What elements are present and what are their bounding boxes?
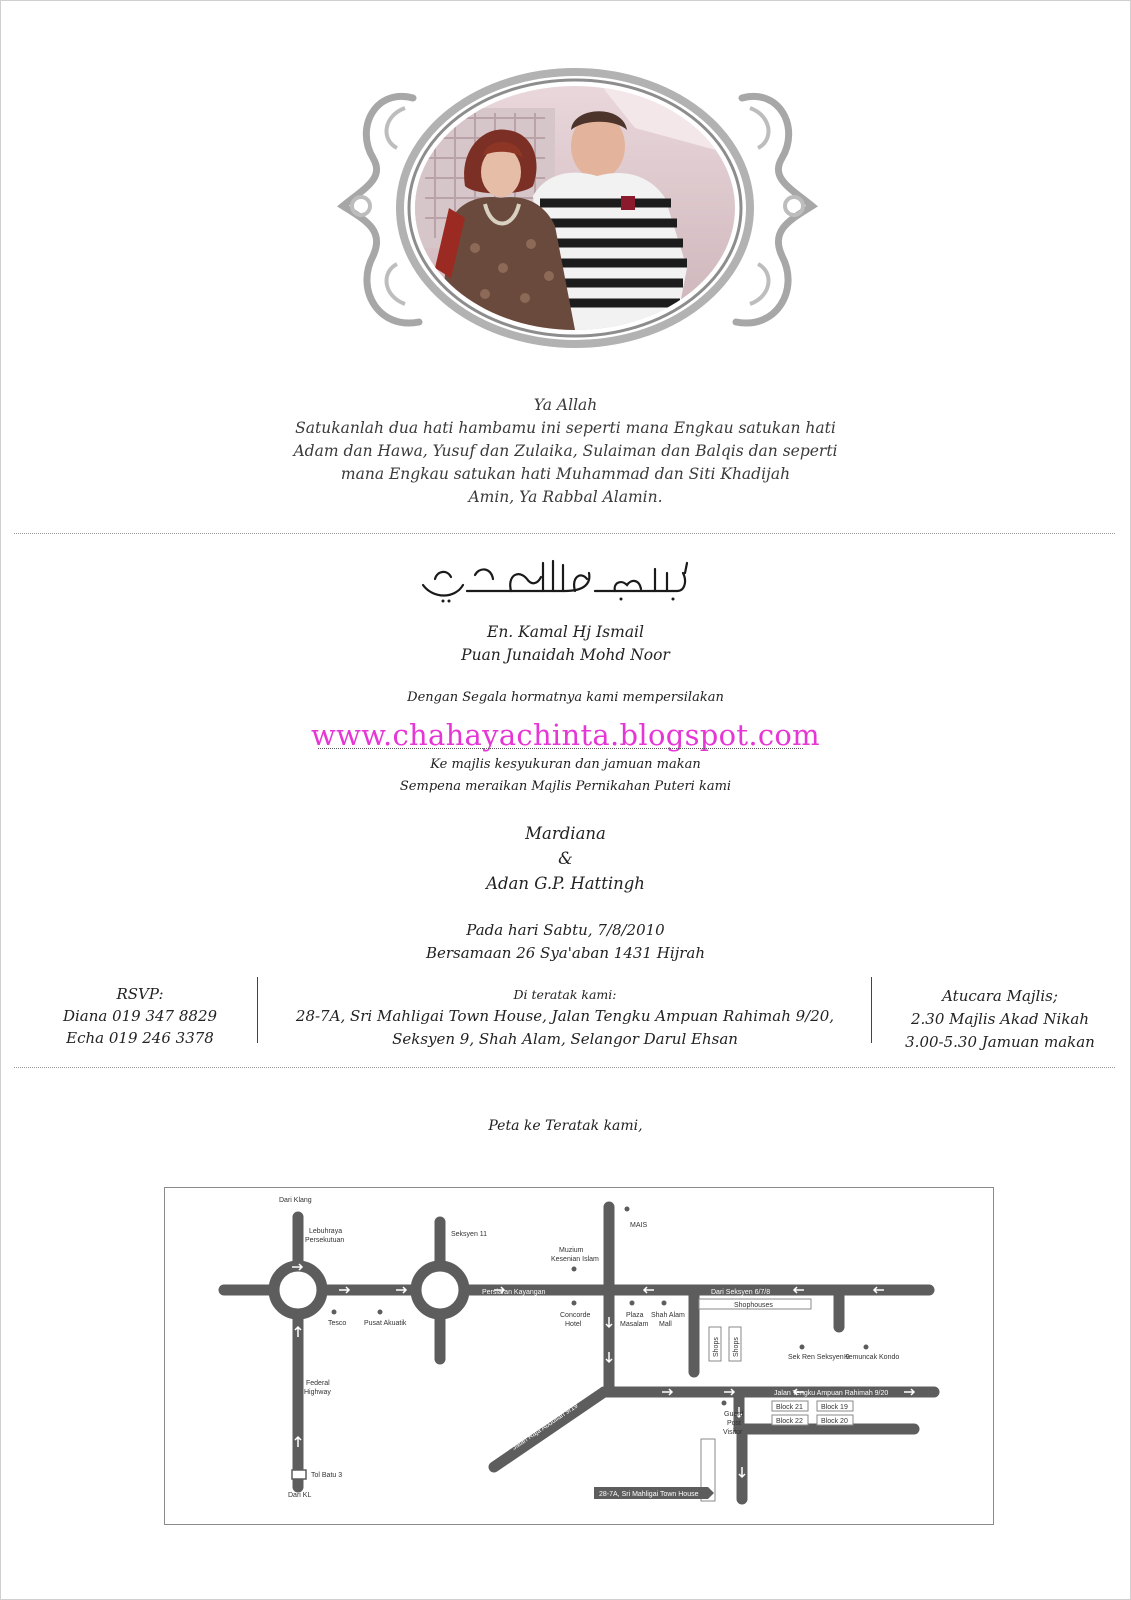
prayer-line: Amin, Ya Rabbal Alamin. [468, 488, 663, 506]
rsvp-title: RSVP: [116, 985, 164, 1003]
map-label: Tol Batu 3 [311, 1472, 343, 1479]
map-label: Kemuncak Kondo [844, 1354, 900, 1361]
program-item: 3.00-5.30 Jamuan makan [905, 1033, 1095, 1051]
groom-name: Adan G.P. Hattingh [486, 874, 645, 893]
venue-label: Di teratak kami: [513, 987, 617, 1002]
dotted-underline [318, 748, 803, 749]
map-label: Block 19 [821, 1404, 848, 1411]
roundabout-icon [416, 1266, 464, 1314]
map-label: Shops [713, 1337, 720, 1357]
map-label: Block 22 [776, 1418, 803, 1425]
program-title: Atucara Majlis; [942, 987, 1058, 1005]
roundabout-icon [274, 1266, 322, 1314]
dotted-divider [14, 533, 1115, 534]
map-label: Highway [304, 1389, 331, 1396]
ampersand: & [558, 849, 573, 868]
hijri-date-line: Bersamaan 26 Sya'aban 1431 Hijrah [425, 944, 706, 962]
map-label: Jalan Tengku Ampuan Rahimah 9/20 [774, 1390, 889, 1397]
map-label: Guard [724, 1411, 744, 1418]
couple-photo [335, 68, 820, 358]
toll-gate-icon [292, 1470, 306, 1479]
map-label: Dari Seksyen 6/7/8 [711, 1289, 771, 1296]
program-section [880, 985, 1120, 1054]
map-label: Lebuhraya [309, 1228, 343, 1235]
map-label: Muzium [559, 1247, 584, 1254]
venue-address: 28-7A, Sri Mahligai Town House, Jalan Tengku Ampuan Rahimah 9/20, [295, 1007, 835, 1025]
blog-url-watermark: www.chahayachinta.blogspot.com [311, 718, 820, 752]
prayer-line: Adam dan Hawa, Yusuf dan Zulaika, Sulaiman dan Balqis dan seperti [293, 442, 838, 460]
map-label: Pusat Akuatik [364, 1320, 407, 1327]
rsvp-contact: Echa 019 246 3378 [66, 1029, 214, 1047]
map-label: Sek Ren Seksyen 9 [788, 1354, 850, 1361]
invitation-details [0, 754, 1131, 798]
rsvp-contact: Diana 019 347 8829 [62, 1007, 218, 1025]
column-divider [871, 977, 872, 1043]
prayer-line: mana Engkau satukan hati Muhammad dan Siti Khadijah [340, 465, 791, 483]
prayer-line: Ya Allah [533, 396, 598, 414]
bride-name: Mardiana [525, 824, 606, 843]
map-label: Tesco [328, 1320, 347, 1327]
map-label: Federal [306, 1380, 330, 1387]
map-label: Kesenian Islam [551, 1256, 599, 1263]
invitation-line: Sempena meraikan Majlis Pernikahan Puteri kami [399, 779, 732, 794]
parent-name: Puan Junaidah Mohd Noor [461, 646, 670, 664]
date-line: Pada hari Sabtu, 7/8/2010 [466, 921, 665, 939]
prayer-line: Satukanlah dua hati hambamu ini seperti mana Engkau satukan hati [295, 419, 836, 437]
map-label: Persiaran Kayangan [482, 1289, 546, 1296]
bismillah-calligraphy [415, 555, 700, 605]
map-label: Shophouses [734, 1302, 773, 1309]
event-date [0, 919, 1131, 965]
map-caption: Peta ke Teratak kami, [488, 1118, 643, 1134]
map-label: Persekutuan [305, 1237, 345, 1244]
couple-names [0, 821, 1131, 896]
program-item: 2.30 Majlis Akad Nikah [910, 1010, 1090, 1028]
map-label: MAIS [630, 1222, 648, 1229]
map-label: Post [727, 1420, 742, 1427]
map-label: Dari KL [288, 1492, 312, 1499]
map-label: 28-7A, Sri Mahligai Town House [599, 1491, 699, 1498]
parents-names [0, 621, 1131, 667]
venue-address: Seksyen 9, Shah Alam, Selangor Darul Ehsan [392, 1030, 738, 1048]
map-label: Shah Alam [651, 1312, 685, 1319]
map-label: Seksyen 11 [451, 1231, 488, 1238]
location-map [164, 1187, 994, 1525]
map-label: Masalam [620, 1321, 649, 1328]
map-label: Block 21 [776, 1404, 803, 1411]
invitation-line: Ke majlis kesyukuran dan jamuan makan [430, 757, 701, 772]
bismillah-icon [415, 555, 700, 605]
map-label: Plaza [626, 1312, 644, 1319]
dotted-divider [14, 1067, 1115, 1068]
invitation-line: Dengan Segala hormatnya kami mempersilakan [407, 690, 724, 705]
map-label: Visitor [723, 1429, 743, 1436]
prayer-text [0, 394, 1131, 509]
photo-frame [335, 68, 820, 358]
map-label: Dari Klang [279, 1197, 312, 1204]
column-divider [257, 977, 258, 1043]
map-label: Concorde [560, 1312, 591, 1319]
map-label: Block 20 [821, 1418, 848, 1425]
venue-section [262, 985, 868, 1051]
rsvp-section [45, 983, 235, 1049]
map-label: Jalan Raja Abdullah 9/19 [511, 1402, 580, 1452]
map-label: Mall [659, 1321, 672, 1328]
map-label: Shops [733, 1337, 740, 1357]
map-label: Hotel [565, 1321, 582, 1328]
parent-name: En. Kamal Hj Ismail [487, 623, 644, 641]
